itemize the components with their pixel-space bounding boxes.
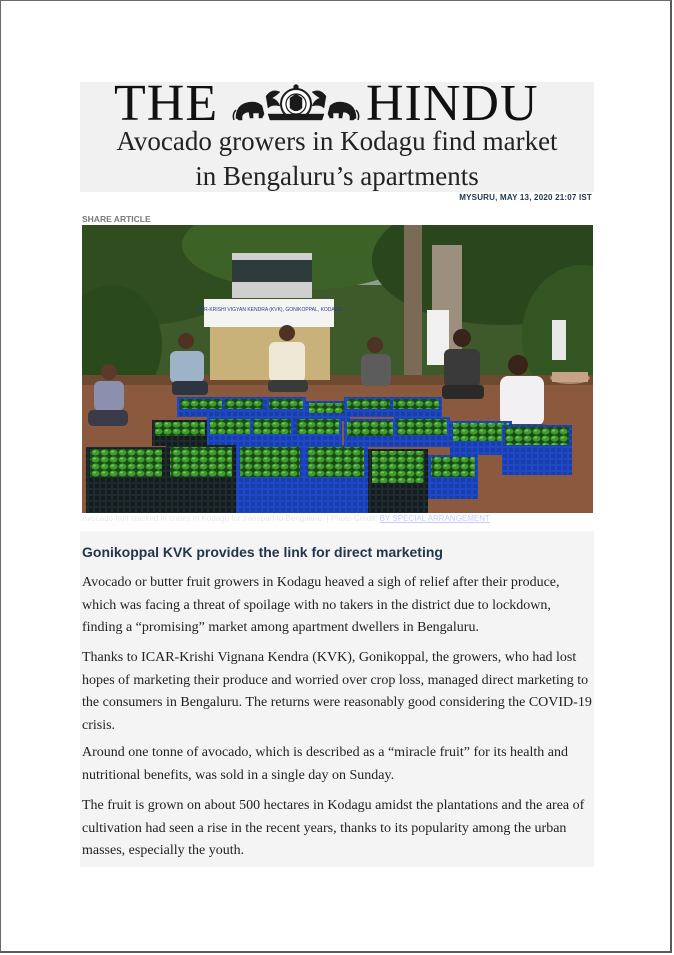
avocado-crates-photo xyxy=(82,225,593,513)
article-headline xyxy=(80,124,594,194)
paragraph-1: Avocado or butter fruit growers in Kodagu heaved a sigh of relief after their produce, which was facing a threat of spoilage with no takers in the district due to lockdown, finding a “promising” market among apartment dwellers in Bengaluru. xyxy=(82,575,560,635)
photo-credit-link[interactable]: BY SPECIAL ARRANGEMENT xyxy=(379,514,490,523)
photo-banner-text: ICAR-KRISHI VIGYAN KENDRA (KVK), GONIKOPPAL, KODAGU xyxy=(195,307,343,313)
headline-line-1: Avocado growers in Kodagu find market xyxy=(116,126,558,156)
masthead-the: THE xyxy=(114,75,219,132)
paragraph-3: Around one tonne of avocado, which is described as a “miracle fruit” for its health and nutritional benefits, was sold in a single day on Sunday. xyxy=(82,745,568,783)
photo-caption-text: Avocado fruit stacked in crates in Kodagu for transport to Bengaluru. | Photo Credit: xyxy=(82,514,380,523)
share-article-link[interactable]: SHARE ARTICLE xyxy=(82,214,151,224)
article-photo xyxy=(82,225,593,513)
photo-caption xyxy=(82,513,593,525)
article-subheading: Gonikoppal KVK provides the link for direct marketing xyxy=(82,544,443,560)
masthead-logo xyxy=(80,75,594,132)
header-panel xyxy=(80,75,594,192)
paragraph-2: Thanks to ICAR-Krishi Vignana Kendra (KVK), Gonikoppal, the growers, who had lost hopes of marketing their produce and worried over crop loss, managed direct marketing to the consumers in Bengaluru. The returns were reasonably good considering the COVID-19 crisis. xyxy=(82,650,592,733)
masthead-emblem-icon xyxy=(232,84,360,124)
article-body xyxy=(80,531,594,867)
article-dateline: MYSURU, MAY 13, 2020 21:07 IST xyxy=(459,193,592,202)
paragraph-4: The fruit is grown on about 500 hectares in Kodagu amidst the plantations and the area of cultivation had seen a rise in the recent years, thanks to its popularity among the urban masses, especially the youth. xyxy=(82,798,585,858)
masthead-hindu: HINDU xyxy=(366,75,539,132)
headline-line-2: in Bengaluru’s apartments xyxy=(195,161,479,191)
